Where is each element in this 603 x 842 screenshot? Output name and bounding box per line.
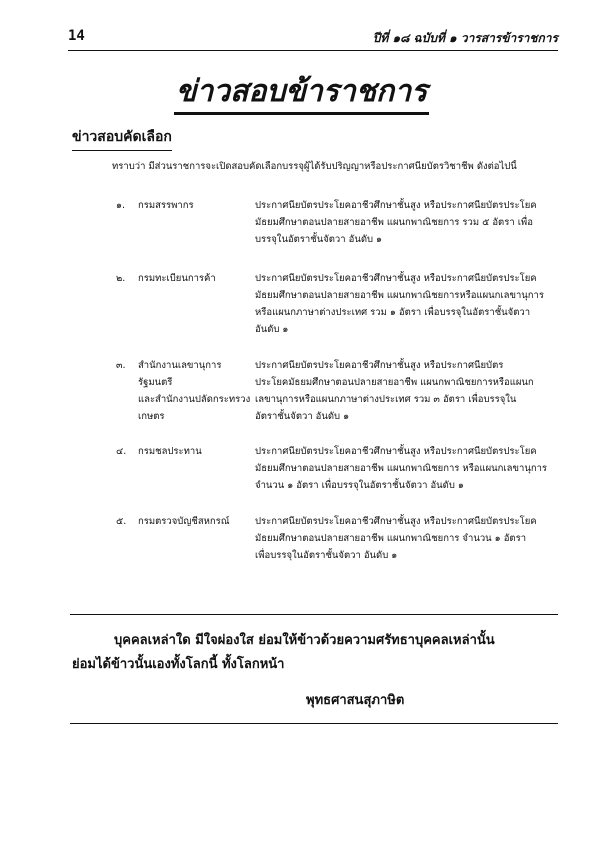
page-title — [0, 68, 603, 115]
section-title: ข่าวสอบคัดเลือก — [72, 126, 172, 151]
item-agency: กรมชลประทาน — [138, 446, 202, 457]
item-description: ประกาศนียบัตรประโยคอาชีวศึกษาชั้นสูง หรือประกาศนียบัตรประโยค มัธยมศึกษาตอนปลายสายอาชีพ แผนกพาณิชยการหรือแผนกเลขานุการ หรือแผนกภาษาต่างประเทศ รวม ๑ อัตรา เพื่อบรรจุในอัตราชั้นจัตวา อันดับ ๑ — [255, 273, 544, 335]
item-description: ประกาศนียบัตรประโยคอาชีวศึกษาชั้นสูง หรือประกาศนียบัตร ประโยคมัธยมศึกษาตอนปลายสายอาชีพ แผนกพาณิชยการหรือแผนก เลขานุการหรือแผนกภาษาต่างประเทศ รวม ๓ อัตรา เพื่อบรรจุใน อัตราชั้นจัตวา อันดับ ๑ — [255, 360, 534, 422]
list-item — [116, 443, 561, 513]
item-agency: กรมตรวจบัญชีสหกรณ์ — [138, 516, 230, 527]
item-number: ๑. — [116, 200, 126, 211]
item-number: ๓. — [116, 360, 126, 371]
list-item — [116, 197, 561, 270]
quote-line-1: บุคคลเหล่าใด มีใจผ่องใส ย่อมให้ข้าวด้วยความศรัทธาบุคคลเหล่านั้น — [114, 633, 495, 648]
list-item — [116, 270, 561, 357]
announcement-list — [116, 197, 561, 573]
item-agency: กรมสรรพากร — [138, 200, 194, 211]
item-description: ประกาศนียบัตรประโยคอาชีวศึกษาชั้นสูง หรือประกาศนียบัตรประโยค มัธยมศึกษาตอนปลายสายอาชีพ แผนกพาณิชยการ หรือแผนกเลขานุการ จำนวน ๑ อัตรา เพื่อบรรจุในอัตราชั้นจัตวา อันดับ ๑ — [255, 446, 548, 491]
item-number: ๒. — [116, 273, 126, 284]
item-agency: สำนักงานเลขานุการรัฐมนตรี และสำนักงานปลัดกระทรวง เกษตร — [138, 360, 251, 422]
quote-line-2: ย่อมได้ข้าวนั้นเองทั้งโลกนี้ ทั้งโลกหน้า — [72, 657, 285, 672]
item-description: ประกาศนียบัตรประโยคอาชีวศึกษาชั้นสูง หรือประกาศนียบัตรประโยค มัธยมศึกษาตอนปลายสายอาชีพ แผนกพาณิชยการ จำนวน ๑ อัตรา เพื่อบรรจุในอัตราชั้นจัตวา อันดับ ๑ — [255, 516, 537, 561]
quote-box — [70, 614, 558, 724]
quote-source: พุทธศาสนสุภาษิต — [306, 693, 405, 708]
list-item — [116, 357, 561, 443]
list-item — [116, 513, 561, 573]
page-header — [68, 28, 558, 51]
page-number: 14 — [68, 28, 85, 44]
item-number: ๕. — [116, 516, 127, 527]
item-description: ประกาศนียบัตรประโยคอาชีวศึกษาชั้นสูง หรือประกาศนียบัตรประโยค มัธยมศึกษาตอนปลายสายอาชีพ แผนกพาณิชยการ รวม ๕ อัตรา เพื่อ บรรจุในอัตราชั้นจัตวา อันดับ ๑ — [255, 200, 537, 245]
journal-info: ปีที่ ๑๘ ฉบับที่ ๑ วารสารข้าราชการ — [372, 31, 558, 45]
intro-paragraph: ทราบว่า มีส่วนราชการจะเปิดสอบคัดเลือกบรรจุผู้ได้รับปริญญาหรือประกาศนียบัตรวิชาชีพ ดังต่อไปนี้ — [112, 161, 517, 172]
item-agency: กรมทะเบียนการค้า — [138, 273, 216, 284]
page-title-text: ข่าวสอบข้าราชการ — [174, 74, 429, 115]
item-number: ๔. — [116, 446, 127, 457]
